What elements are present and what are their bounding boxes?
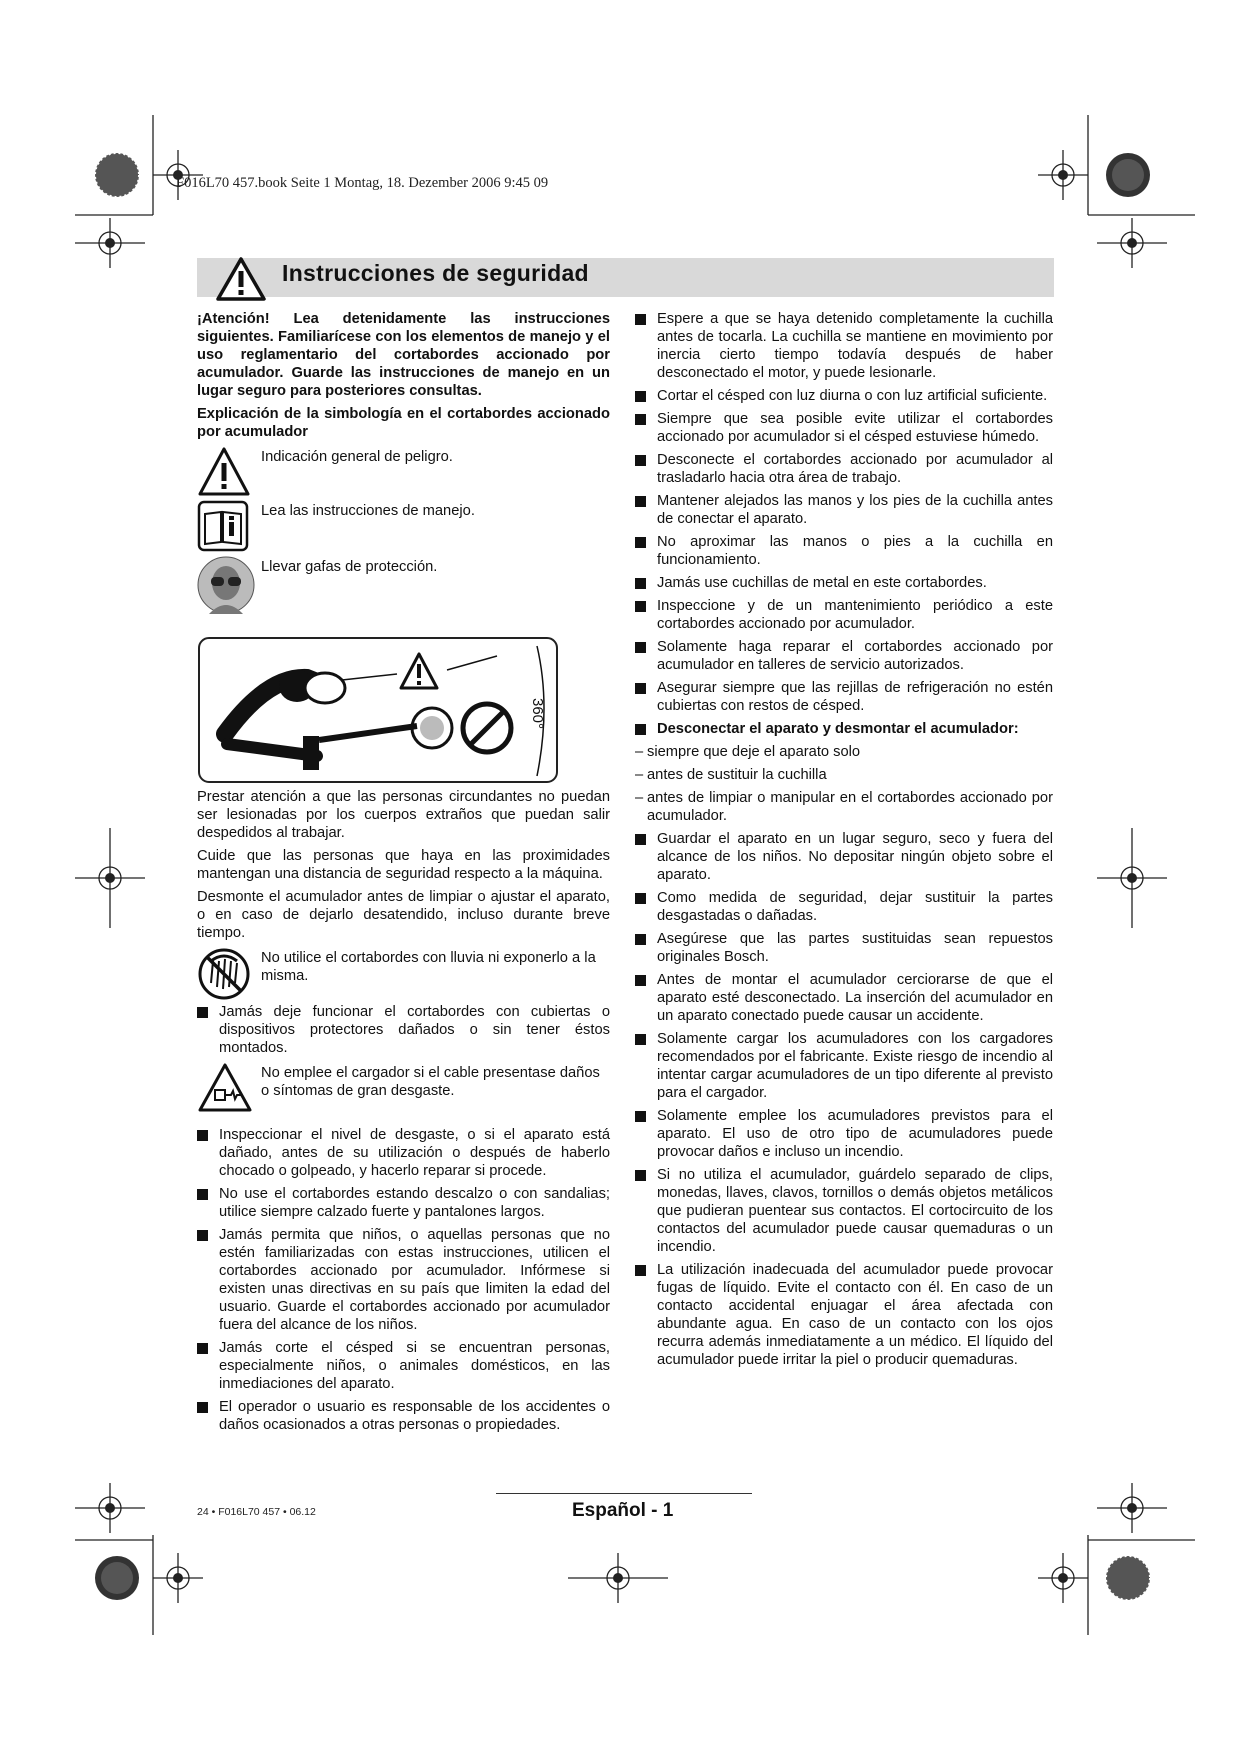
bullet-operator: El operador o usuario es responsable de los accidentes o daños ocasionados a otras personas o propiedades. [197,1398,610,1434]
warning-triangle-icon [197,446,251,498]
bullet-not-used: Si no utiliza el acumulador, guárdelo separado de clips, monedas, llaves, clavos, tornillos o demás objetos metálicos que pudieran puentear sus contactos. El cortocircuito de los contactos del acumulador puede causar quemaduras o un incendio. [635,1166,1053,1256]
page-title: Instrucciones de seguridad [282,260,589,286]
dash-item: – antes de limpiar o manipular en el cortabordes accionado por acumulador. [635,789,1053,825]
sym-danger-text: Indicación general de peligro. [261,449,453,465]
bullet-before-mount: Antes de montar el acumulador cerciorarse de que el aparato esté desconectado. La inserción del acumulador en un aparato conectado puede causar un accidente. [635,971,1053,1025]
dash-item: – antes de sustituir la cuchilla [635,766,1053,784]
bullet-store: Guardar el aparato en un lugar seguro, seco y fuera del alcance de los niños. No depositar ningún objeto sobre el aparato. [635,830,1053,884]
bullet-disconnect: Desconecte el cortabordes accionado por acumulador al trasladarlo hacia otra área de trabajo. [635,451,1053,487]
footer-rule [496,1493,752,1494]
bullet-repair: Solamente haga reparar el cortabordes accionado por acumulador en talleres de servicio autorizados. [635,638,1053,674]
warning-icon [215,256,267,302]
manual-book-icon [197,500,249,552]
bullet-worn-parts: Como medida de seguridad, dejar sustituir la partes desgastadas o dañadas. [635,889,1053,925]
p-bystanders: Prestar atención a que las personas circundantes no puedan ser lesionadas por los cuerpos extraños que puedan salir despedidos al trabajar. [197,789,610,841]
intro-warning: ¡Atención! Lea detenidamente las instrucciones siguientes. Familiarícese con los elementos de manejo y el uso reglamentario del cortabordes accionado por acumulador. Guarde las instrucciones de manejo en un lugar seguro para posteriores consultas. [197,311,610,399]
footer-code: 24 • F016L70 457 • 06.12 [197,1506,316,1518]
safety-glasses-icon [197,556,255,614]
print-header: F016L70 457.book Seite 1 Montag, 18. Dezember 2006 9:45 09 [176,175,549,191]
symbol-row-cable [197,1062,610,1126]
sym-glasses-text: Llevar gafas de protección. [261,559,438,575]
bullet-hands-away: Mantener alejados las manos y los pies de la cuchilla antes de conectar el aparato. [635,492,1053,528]
figure-angle-label: 360° [529,698,546,730]
damaged-cable-warning-icon [197,1062,253,1114]
bullet-only-batteries: Solamente emplee los acumuladores previstos para el aparato. El uso de otro tipo de acumuladores puede provocar daños e incluso un incendio. [635,1107,1053,1161]
p-remove-battery: Desmonte el acumulador antes de limpiar o ajustar el aparato, o en caso de dejarlo desatendido, incluso durante breve tiempo. [197,889,610,941]
bullet-misuse: La utilización inadecuada del acumulador puede provocar fugas de líquido. Evite el contacto con él. En caso de un contacto accidental enjuagar el área afectada con abundante agua. En caso de un contacto con los ojos recurra además inmediatamente a un médico. El líquido del acumulador puede irritar la piel o producir quemaduras. [635,1261,1053,1369]
bullet-disconnect-heading: Desconectar el aparato y desmontar el acumulador: [635,720,1053,738]
trimmer-safety-figure [197,636,559,784]
bullet-original: Asegúrese que las partes sustituidas sean repuestos originales Bosch. [635,930,1053,966]
dash-item: – siempre que deje el aparato solo [635,743,1053,761]
sym-rain-text: No utilice el cortabordes con lluvia ni exponerlo a la misma. [261,950,596,984]
p-distance: Cuide que las personas que haya en las proximidades mantengan una distancia de seguridad respecto a la máquina. [197,848,610,882]
bullet-light: Cortar el césped con luz diurna o con luz artificial suficiente. [635,387,1053,405]
bullet-wet: Siempre que sea posible evite utilizar el cortabordes accionado por acumulador si el césped estuviese húmedo. [635,410,1053,446]
symbol-row-rain [197,947,610,1003]
bullet-inspect: Inspeccionar el nivel de desgaste, o si el aparato está dañado, antes de su utilización o después de haberlo chocado o golpeado, y hacerlo reparar si procede. [197,1126,610,1180]
footer-page-label: Español - 1 [572,1500,674,1521]
sym-manual-text: Lea las instrucciones de manejo. [261,503,475,519]
left-column [197,310,610,1439]
symbol-row-glasses [197,556,610,626]
bullet-footwear: No use el cortabordes estando descalzo o con sandalias; utilice siempre calzado fuerte y pantalones largos. [197,1185,610,1221]
bullet-children: Jamás permita que niños, o aquellas personas que no estén familiarizadas con estas instrucciones, utilicen el cortabordes accionado por acumulador. Infórmese si existen unas directivas en su país que limiten la edad del usuario. Guarde el cortabordes accionado por acumulador fuera del alcance de los niños. [197,1226,610,1334]
no-rain-icon [197,947,251,1001]
sym-cable-text: No emplee el cargador si el cable presentase daños o síntomas de gran desgaste. [261,1065,600,1099]
symbol-row-manual [197,500,610,556]
symbols-heading: Explicación de la simbología en el cortabordes accionado por acumulador [197,406,610,440]
bullet-no-approach: No aproximar las manos o pies a la cuchilla en funcionamiento. [635,533,1053,569]
bullet-vents: Asegurar siempre que las rejillas de refrigeración no estén cubiertas con restos de césped. [635,679,1053,715]
bullet-persons: Jamás corte el césped si se encuentran personas, especialmente niños, o animales domésticos, en las inmediaciones del aparato. [197,1339,610,1393]
bullet-chargers: Solamente cargar los acumuladores con los cargadores recomendados por el fabricante. Existe riesgo de incendio al intentar cargar acumuladores de un tipo diferente al previsto para el cargador. [635,1030,1053,1102]
bullet-wait: Espere a que se haya detenido completamente la cuchilla antes de tocarla. La cuchilla se mantiene en movimiento por inercia cierto tiempo todavía después de haber desconectado el motor, y puede lesionarle. [635,310,1053,382]
bullet-covers: Jamás deje funcionar el cortabordes con cubiertas o dispositivos protectores dañados o sin tener éstos montados. [197,1003,610,1057]
right-column [635,310,1053,1374]
symbol-row-danger [197,446,610,500]
bullet-metal: Jamás use cuchillas de metal en este cortabordes. [635,574,1053,592]
bullet-maintenance: Inspeccione y de un mantenimiento periódico a este cortabordes accionado por acumulador. [635,597,1053,633]
